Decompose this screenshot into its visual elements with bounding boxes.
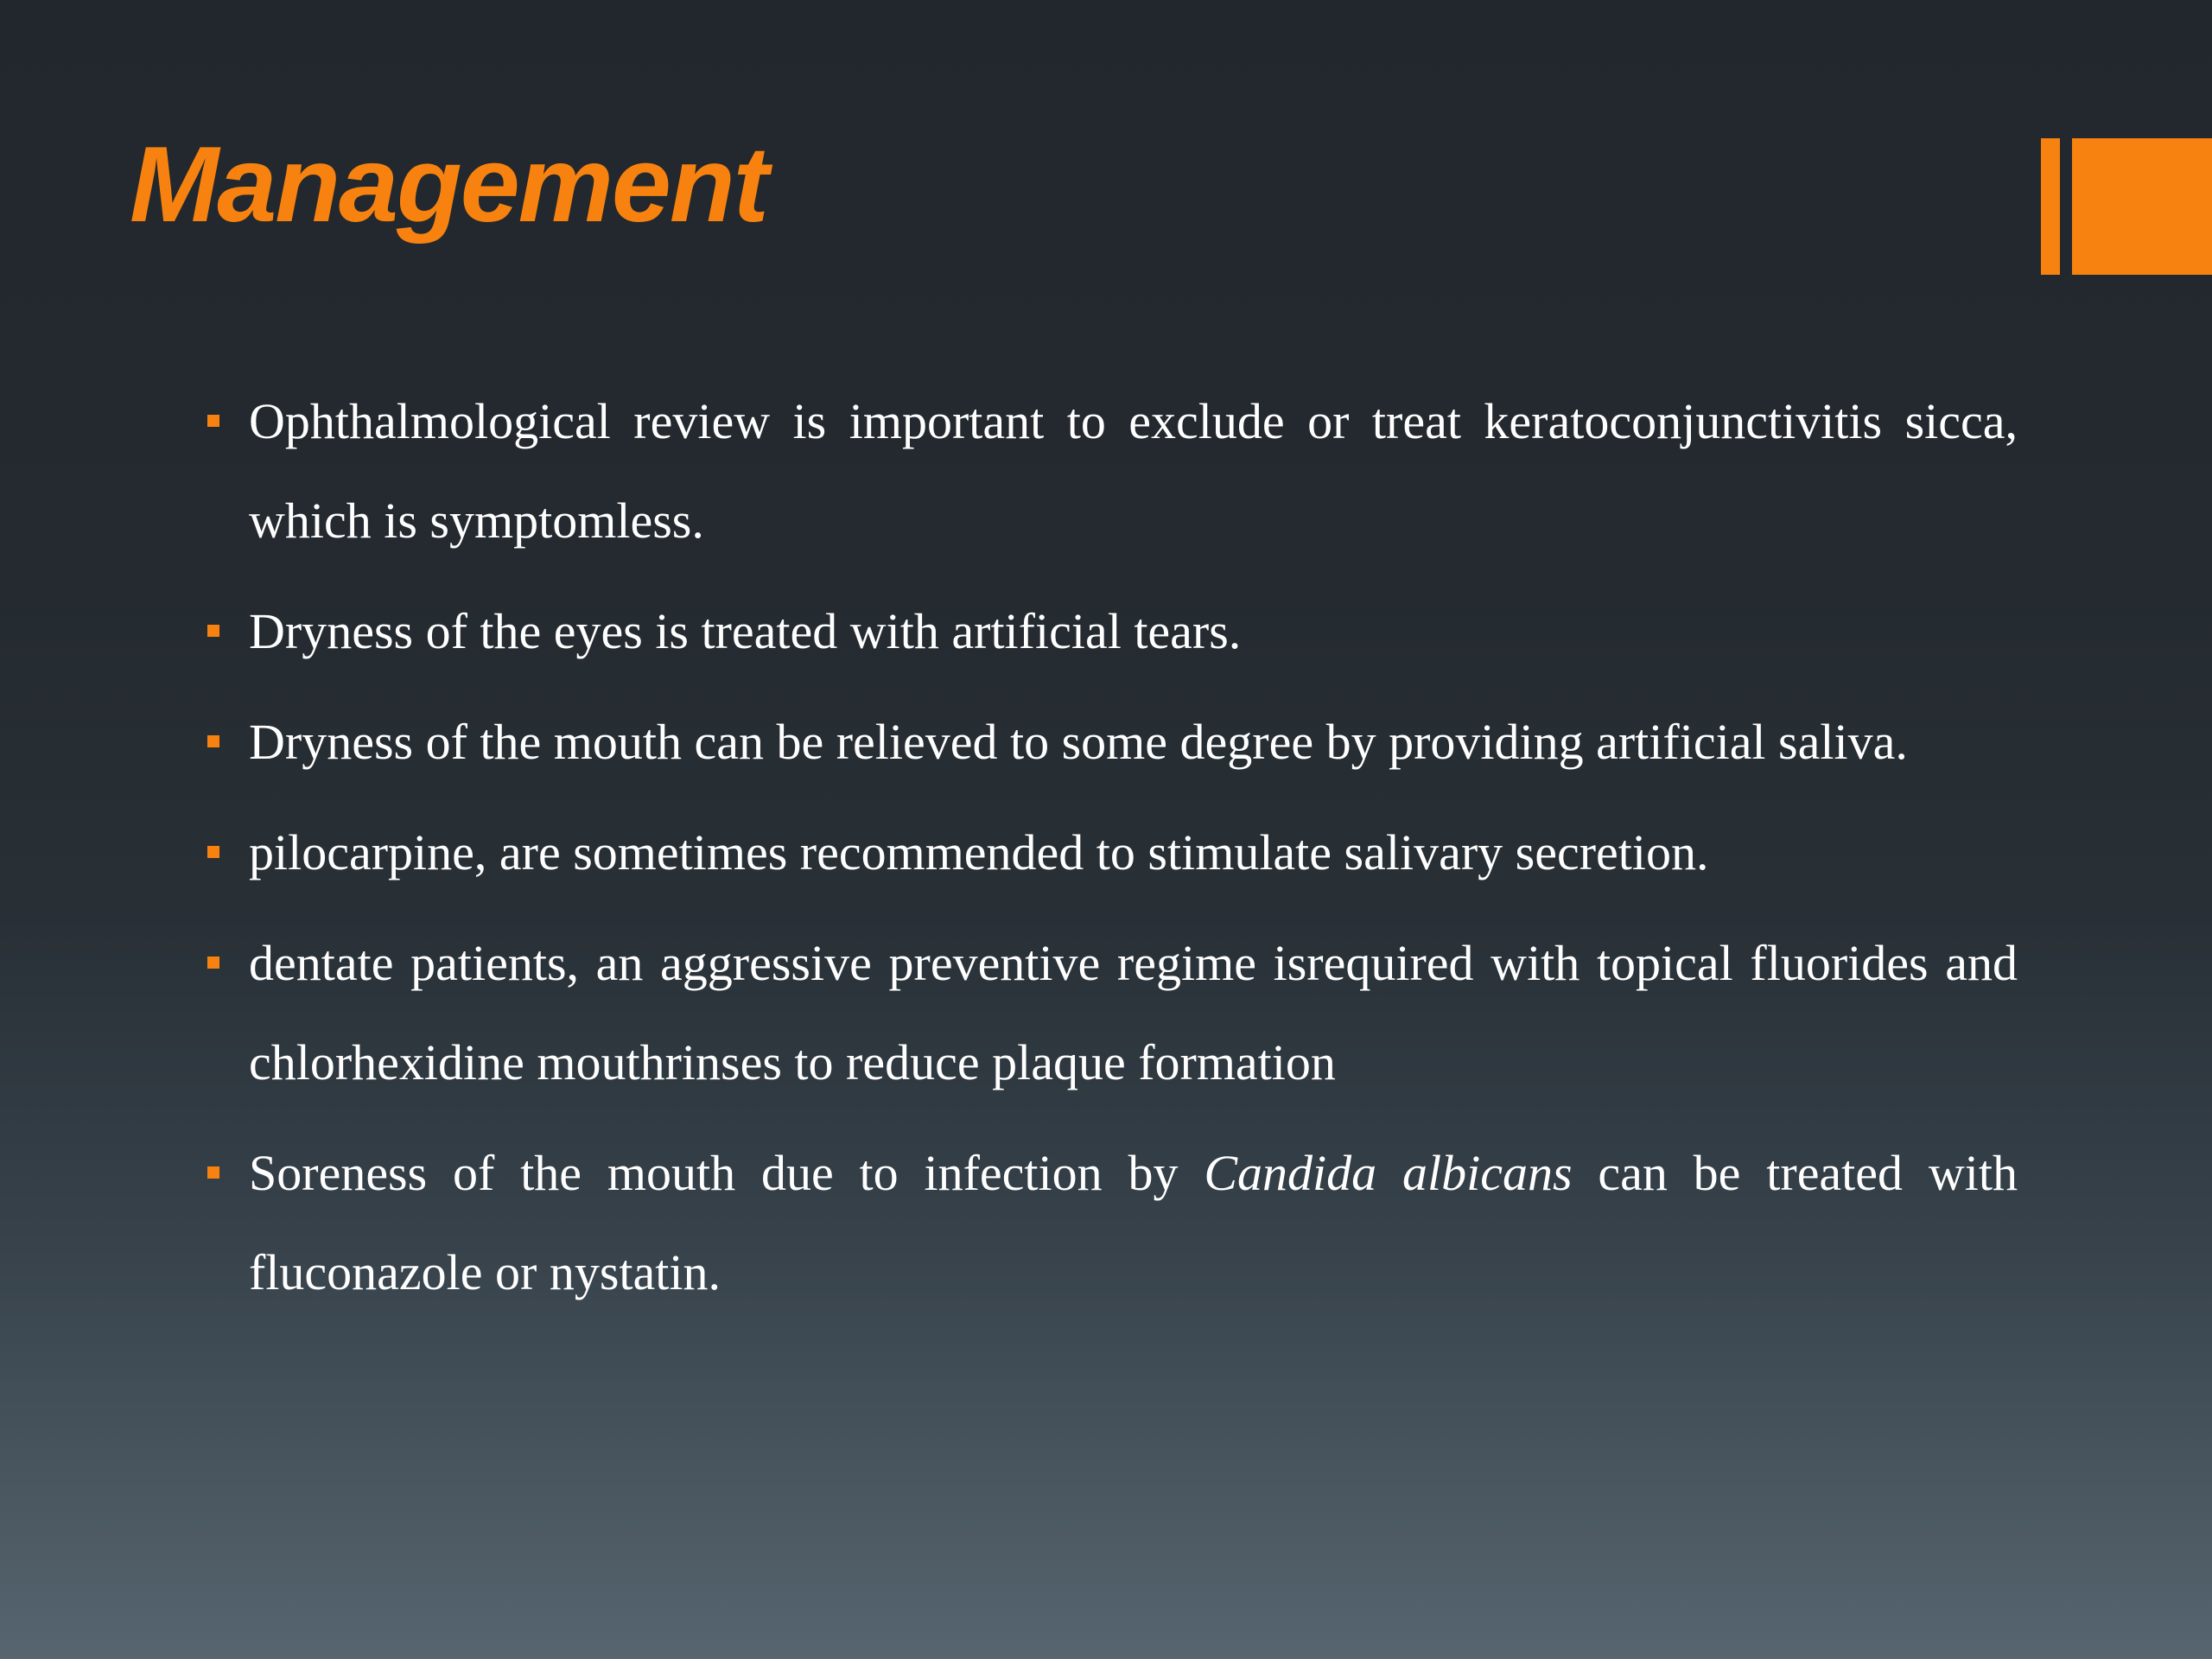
bullet-text: Dryness of the eyes is treated with artificial tears.	[249, 603, 1242, 659]
bullet-text: Dryness of the mouth can be relieved to some degree by providing artificial saliva.	[249, 714, 1908, 770]
bullet-item	[203, 913, 2018, 1112]
square-bullet-icon	[207, 735, 219, 747]
bullet-text: pilocarpine, are sometimes recommended to stimulate salivary secretion.	[249, 824, 1709, 880]
square-bullet-icon	[207, 1166, 219, 1179]
square-bullet-icon	[207, 846, 219, 858]
bullet-item	[203, 372, 2018, 570]
bullet-text: dentate patients, an aggressive preventive regime isrequired with topical fluorides and chlorhexidine mouthrinses to reduce plaque formation	[249, 935, 2018, 1090]
square-bullet-icon	[207, 415, 219, 427]
accent-bar	[2041, 138, 2060, 275]
bullet-item	[203, 582, 2018, 681]
slide-title: Management	[130, 125, 767, 245]
bullet-item	[203, 803, 2018, 902]
bullet-list	[203, 372, 2018, 1333]
bullet-item	[203, 1123, 2018, 1322]
species-name: Candida albicans	[1204, 1145, 1573, 1201]
bullet-text-after: can be treated with fluconazole or nystatin.	[249, 1145, 2018, 1300]
square-bullet-icon	[207, 625, 219, 637]
accent-block	[2072, 138, 2212, 275]
square-bullet-icon	[207, 957, 219, 969]
bullet-text: Ophthalmological review is important to exclude or treat keratoconjunctivitis sicca, which is symptomless.	[249, 393, 2018, 549]
bullet-item	[203, 692, 2018, 791]
bullet-text-before: Soreness of the mouth due to infection by	[249, 1145, 1205, 1201]
